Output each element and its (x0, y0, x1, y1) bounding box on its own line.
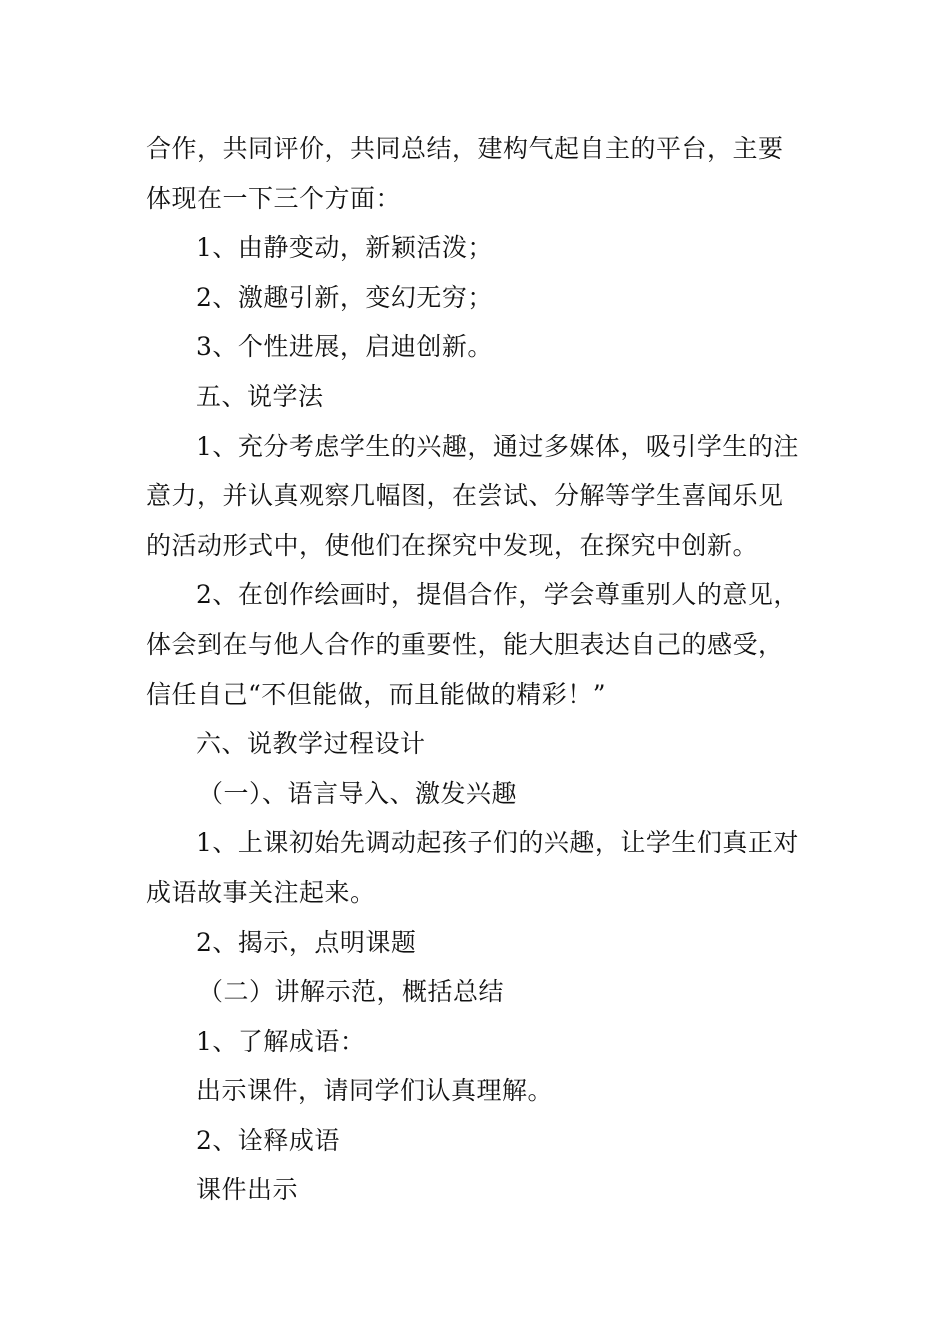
paragraph-line: 1、上课初始先调动起孩子们的兴趣，让学生们真正对 (196, 828, 799, 858)
list-item: 2、诠释成语 (196, 1125, 340, 1155)
subsection-heading: （一）、语言导入、激发兴趣 (198, 778, 518, 808)
body-text (146, 124, 811, 1215)
list-item: 3、个性进展，启迪创新。 (196, 332, 493, 362)
list-item: 2、激趣引新，变幻无穷； (196, 282, 493, 312)
text-line: 合作，共同评价，共同总结，建构气起自主的平台，主要 (146, 134, 784, 163)
paragraph-line: 2、在创作绘画时，提倡合作，学会尊重别人的意见， (196, 580, 799, 610)
paragraph-line: 意力，并认真观察几幅图，在尝试、分解等学生喜闻乐见 (146, 481, 784, 511)
paragraph-line: 出示课件，请同学们认真理解。 (196, 1076, 554, 1106)
list-item: 1、由静变动，新颖活泼； (196, 233, 493, 263)
paragraph-line: 成语故事关注起来。 (146, 877, 376, 907)
section-heading: 六、说教学过程设计 (196, 729, 426, 759)
text-line: 体现在一下三个方面： (146, 183, 402, 213)
section-heading: 五、说学法 (196, 381, 324, 411)
list-item: 2、揭示，点明课题 (196, 927, 417, 957)
paragraph-line: 1、充分考虑学生的兴趣，通过多媒体，吸引学生的注 (196, 431, 799, 461)
list-item: 1、了解成语： (196, 1026, 366, 1056)
paragraph-line: 的活动形式中，使他们在探究中发现，在探究中创新。 (146, 530, 759, 560)
paragraph-line: 课件出示 (196, 1175, 299, 1205)
subsection-heading: （二）讲解示范，概括总结 (198, 977, 505, 1007)
paragraph-line: 体会到在与他人合作的重要性，能大胆表达自己的感受， (146, 629, 784, 659)
paragraph-line: 信任自己“不但能做，而且能做的精彩！” (146, 679, 607, 709)
